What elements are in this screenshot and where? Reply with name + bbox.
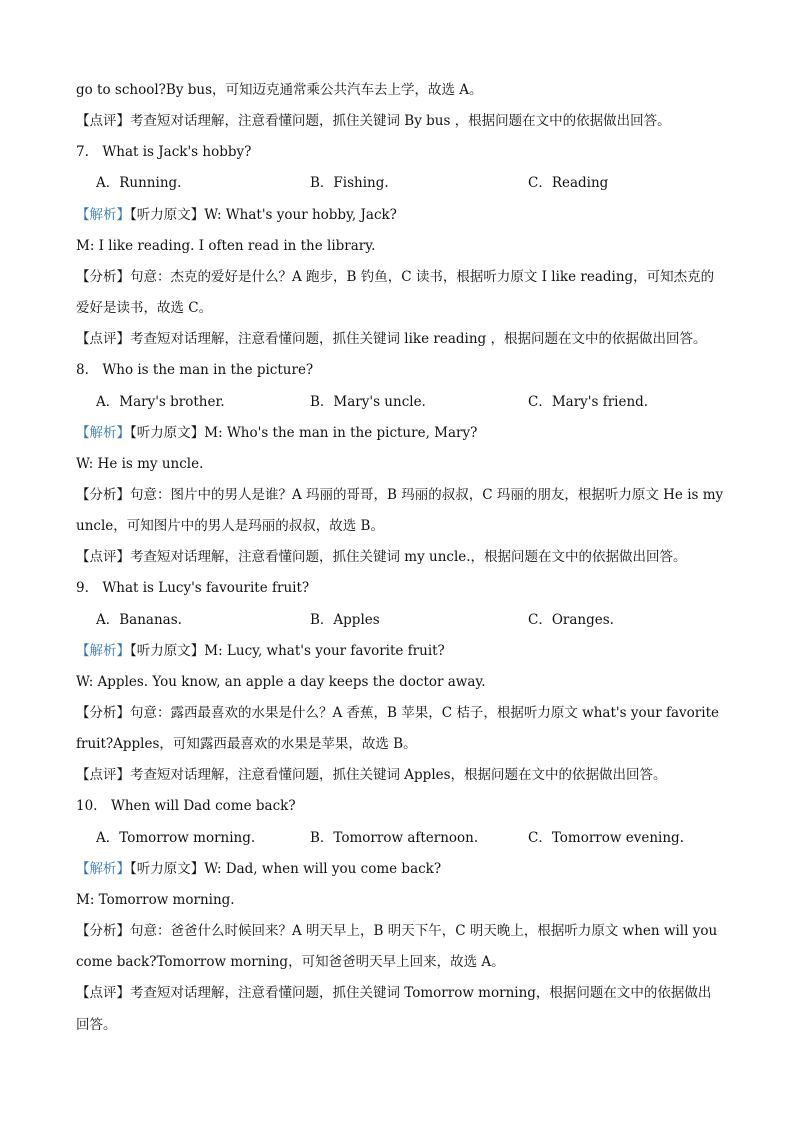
text-line (76, 235, 754, 257)
line-text: 回答。 (76, 1016, 117, 1033)
text-line (76, 484, 754, 506)
text-line (76, 702, 754, 724)
answer-option: A．Tomorrow morning. (96, 829, 256, 846)
line-text: come back?Tomorrow morning，可知爸爸明天早上回来，故选 A。 (76, 954, 505, 971)
text-line (76, 1014, 754, 1036)
line-text: 9. What is Lucy's favourite fruit? (76, 580, 310, 597)
text-line (76, 204, 754, 226)
line-text: fruit?Apples，可知露西最喜欢的水果是苹果，故选 B。 (76, 736, 417, 753)
line-text: uncle，可知图片中的男人是玛丽的叔叔，故选 B。 (76, 518, 384, 535)
text-line (76, 577, 754, 599)
line-text: 7. What is Jack's hobby? (76, 144, 252, 161)
text-line (76, 733, 754, 755)
answer-option: B．Fishing. (310, 175, 389, 192)
answer-option: C．Tomorrow evening. (528, 829, 684, 846)
line-text: 【点评】考查短对话理解，注意看懂问题，抓住关键词 like reading ，根据问题在文中的依据做出回答。 (76, 331, 707, 348)
text-line (76, 79, 754, 101)
answer-option: C．Mary's friend. (528, 393, 649, 410)
text-line (76, 141, 754, 163)
line-text: 【分析】句意：杰克的爱好是什么？A 跑步，B 钓鱼，C 读书，根据听力原文 I like reading，可知杰克的 (76, 268, 715, 285)
line-text: 【点评】考查短对话理解，注意看懂问题，抓住关键词 Apples，根据问题在文中的依据做出回答。 (76, 767, 667, 784)
answer-option: C．Reading (528, 175, 609, 192)
line-text: go to school?By bus，可知迈克通常乘公共汽车去上学，故选 A。 (76, 82, 483, 98)
text-line (76, 982, 754, 1004)
text-line (76, 951, 754, 973)
analysis-label: 【解析】 (76, 424, 130, 441)
line-text: 10. When will Dad come back? (76, 798, 296, 815)
text-line (76, 546, 754, 568)
line-text: 爱好是读书，故选 C。 (76, 300, 213, 316)
text-line (76, 858, 754, 880)
line-text: 【点评】考查短对话理解，注意看懂问题，抓住关键词 my uncle.，根据问题在文中的依据做出回答。 (76, 549, 687, 566)
text-line (76, 297, 754, 319)
line-text: 【点评】考查短对话理解，注意看懂问题，抓住关键词 Tomorrow morning，根据问题在文中的依据做出 (76, 985, 712, 1002)
analysis-label: 【解析】 (76, 206, 130, 223)
line-text: 8. Who is the man in the picture? (76, 362, 314, 379)
line-text: M: Tomorrow morning. (76, 891, 235, 908)
answer-option: B．Apples (310, 611, 380, 628)
text-line (76, 920, 754, 942)
text-line (76, 889, 754, 911)
line-text: 【听力原文】M: Lucy, what's your favorite fruit? (130, 642, 445, 659)
answer-option: B．Mary's uncle. (310, 393, 426, 410)
analysis-label: 【解析】 (76, 642, 130, 659)
text-line (76, 359, 754, 381)
line-text: 【分析】句意：露西最喜欢的水果是什么？A 香蕉，B 苹果，C 桔子，根据听力原文 what's your favorite (76, 705, 719, 721)
text-line (76, 640, 754, 662)
text-line (76, 453, 754, 475)
text-line (76, 764, 754, 786)
text-line (76, 795, 754, 817)
text-line (76, 110, 754, 132)
line-text: 【听力原文】W: Dad, when will you come back? (130, 860, 442, 877)
line-text: 【点评】考查短对话理解，注意看懂问题，抓住关键词 By bus ，根据问题在文中的依据做出回答。 (76, 113, 671, 130)
text-line (76, 422, 754, 444)
text-line (76, 328, 754, 350)
line-text: 【分析】句意：爸爸什么时候回来？A 明天早上，B 明天下午，C 明天晚上，根据听力原文 when will you (76, 923, 718, 939)
line-text: 【听力原文】M: Who's the man in the picture, Mary? (130, 424, 478, 441)
answer-option: A．Running. (96, 175, 182, 192)
answer-option: A．Bananas. (96, 611, 182, 628)
text-line (76, 671, 754, 693)
text-line (76, 515, 754, 537)
line-text: M: I like reading. I often read in the library. (76, 237, 376, 254)
line-text: 【分析】句意：图片中的男人是谁？A 玛丽的哥哥，B 玛丽的叔叔，C 玛丽的朋友，根据听力原文 He is my (76, 486, 724, 503)
answer-option: C．Oranges. (528, 611, 614, 628)
answer-option: A．Mary's brother. (96, 393, 225, 410)
line-text: W: Apples. You know, an apple a day keeps the doctor away. (76, 673, 486, 690)
analysis-label: 【解析】 (76, 860, 130, 877)
answer-option: B．Tomorrow afternoon. (310, 829, 479, 846)
text-line (76, 266, 754, 288)
line-text: W: He is my uncle. (76, 455, 204, 472)
line-text: 【听力原文】W: What's your hobby, Jack? (130, 206, 397, 223)
